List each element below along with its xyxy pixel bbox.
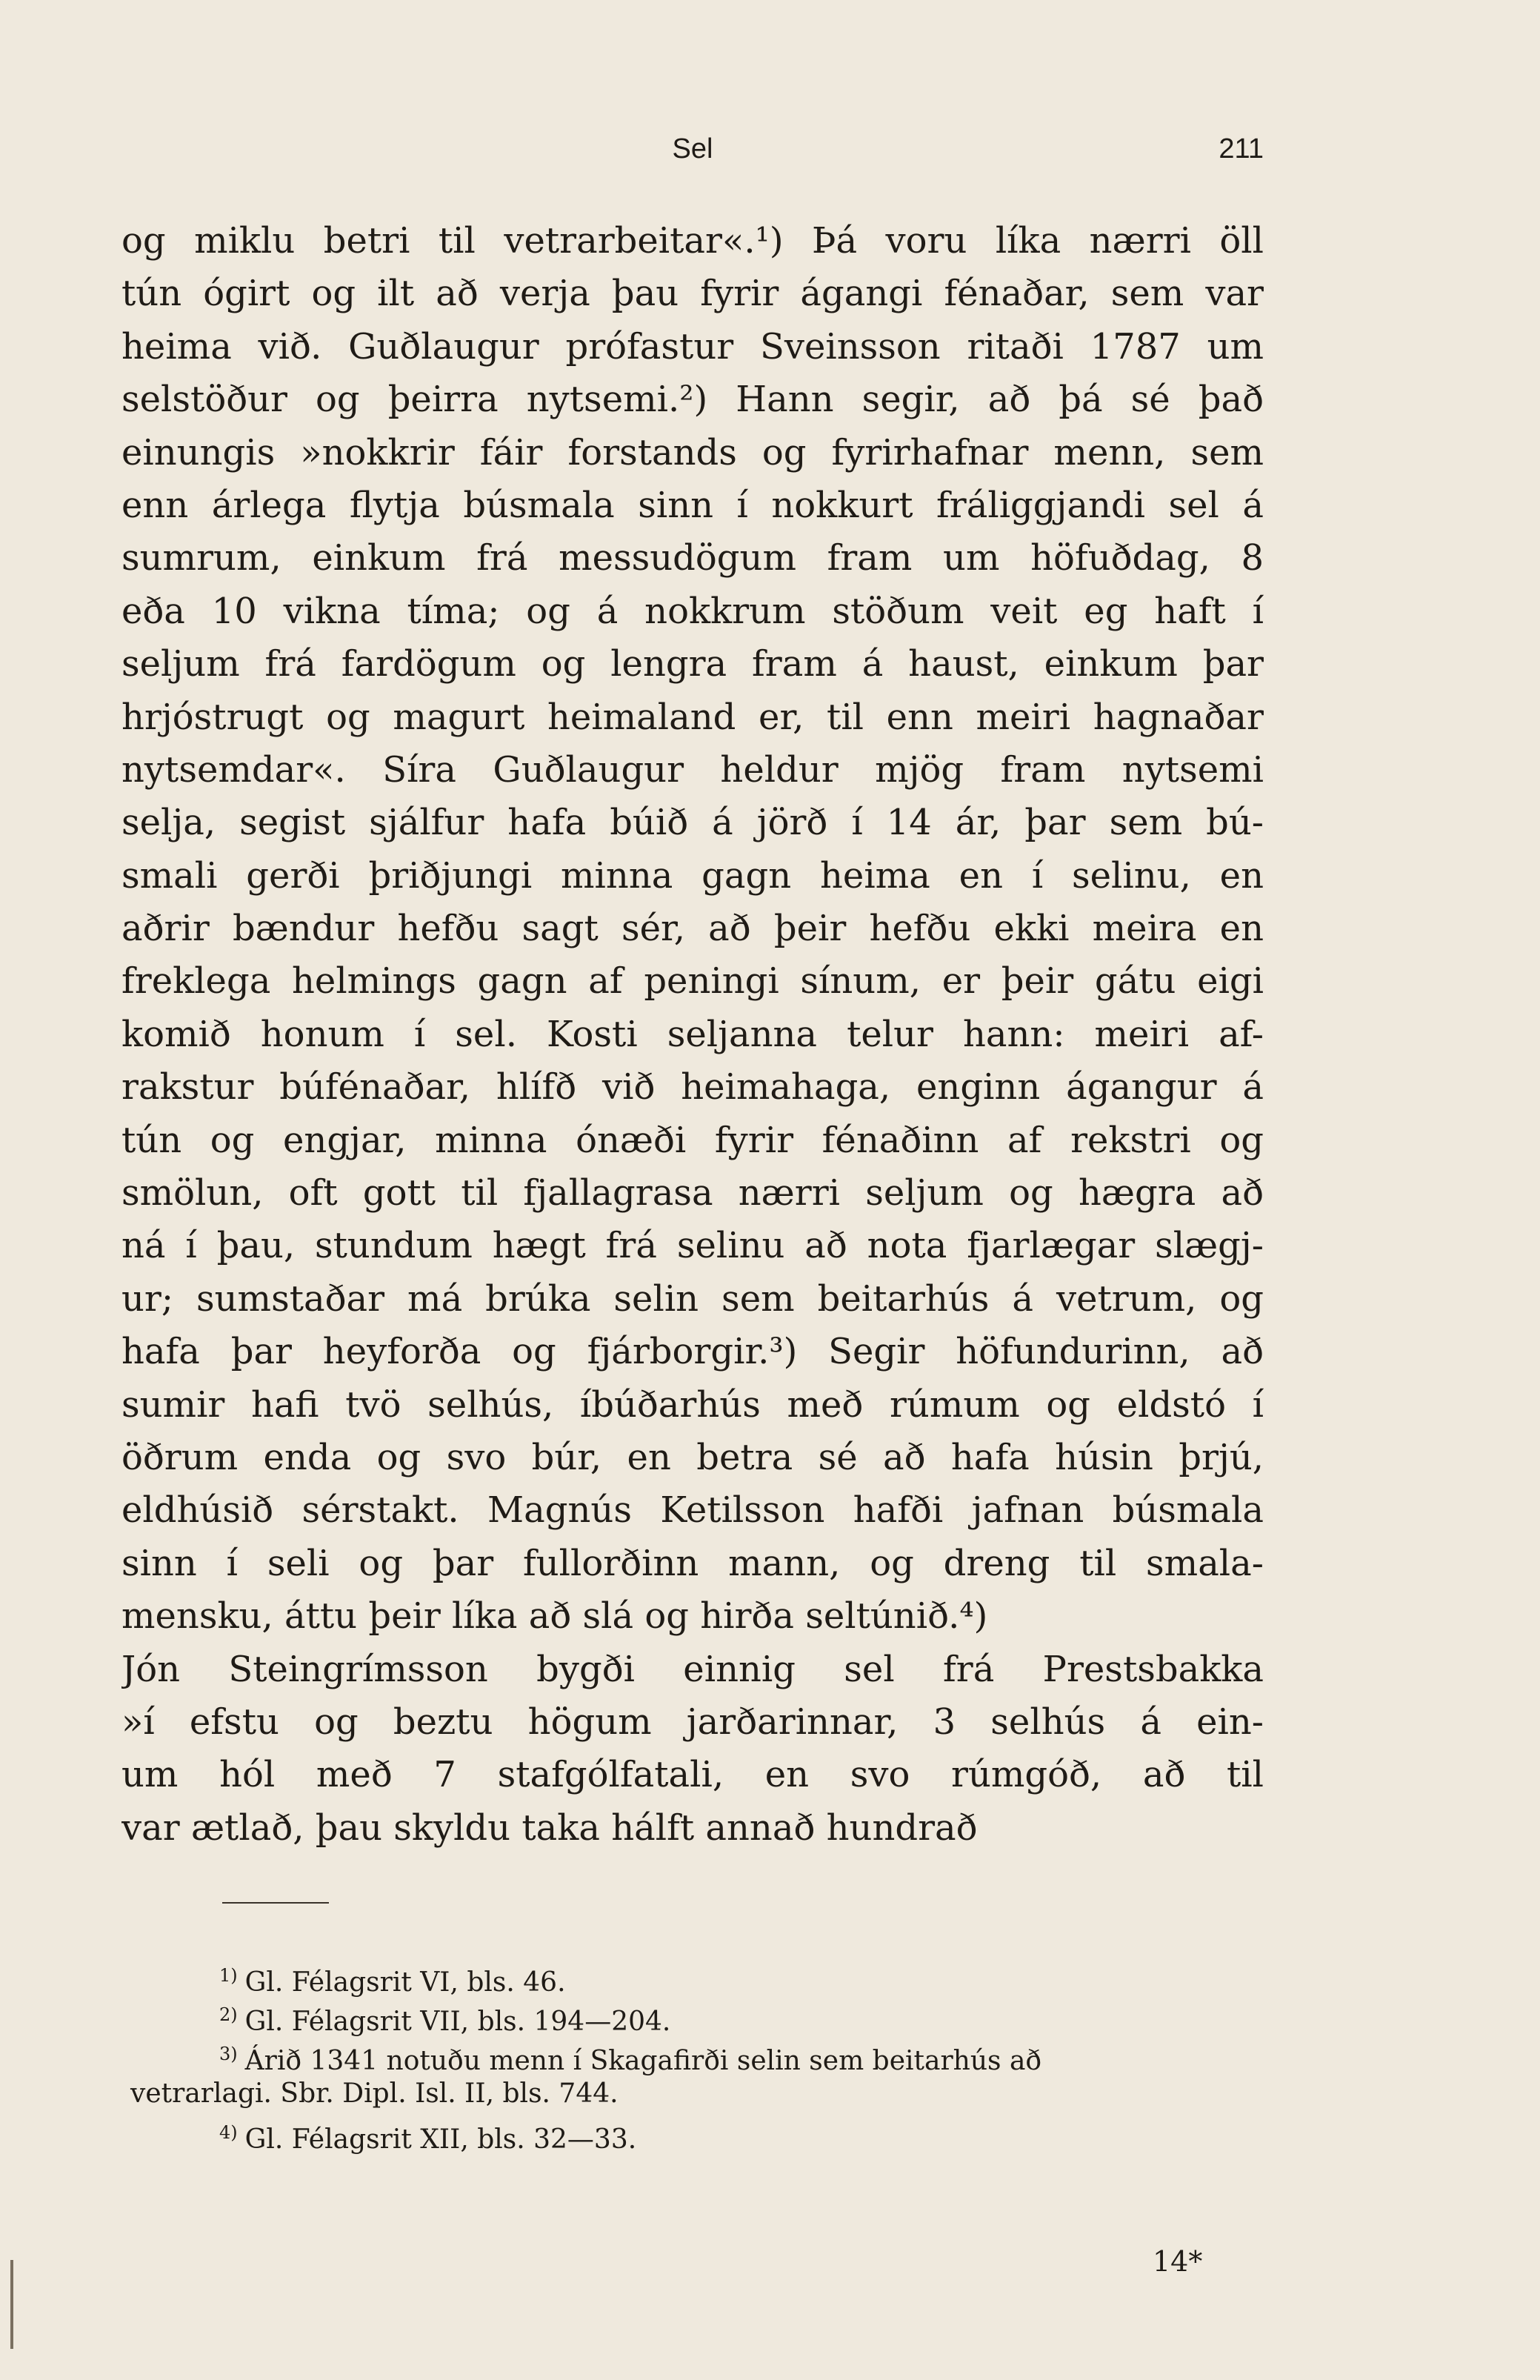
- footnote-text: Gl. Félagsrit VI, bls. 46.: [244, 1967, 566, 1998]
- footnote-text: Árið 1341 notuðu menn í Skagafirði selin sem beitarhús að: [244, 2046, 1042, 2076]
- text-line: sinn í seli og þar fullorðinn mann, og dreng til smala-: [121, 1542, 1264, 1584]
- text-line: smölun, oft gott til fjallagrasa nærri seljum og hægra að: [121, 1172, 1264, 1214]
- text-line: komið honum í sel. Kosti seljanna telur hann: meiri af-: [121, 1013, 1264, 1055]
- text-line: einungis »nokkrir fáir forstands og fyrirhafnar menn, sem: [121, 431, 1264, 473]
- text-line: um hól með 7 stafgólfatali, en svo rúmgóð, að til: [121, 1754, 1264, 1796]
- footnote: [130, 2074, 1271, 2113]
- footnote-mark: 2): [219, 2004, 238, 2025]
- text-line: smali gerði þriðjungi minna gagn heima en í selinu, en: [121, 854, 1264, 897]
- page-edge-mark: [10, 2260, 13, 2349]
- footnote-text: vetrarlagi. Sbr. Dipl. Isl. II, bls. 744.: [130, 2078, 619, 2109]
- text-line: eldhúsið sérstakt. Magnús Ketilsson hafði jafnan búsmala: [121, 1489, 1264, 1532]
- running-head: Sel: [672, 133, 713, 164]
- page-header: [121, 133, 1264, 178]
- footnote-mark: 3): [219, 2044, 238, 2064]
- text-line: Jón Steingrímsson bygði einnig sel frá Prestsbakka: [121, 1648, 1264, 1690]
- text-line: sumrum, einkum frá messudögum fram um höfuðdag, 8: [121, 537, 1264, 579]
- footnote: [130, 2035, 1271, 2074]
- footnotes: [130, 1956, 1271, 2153]
- text-line: öðrum enda og svo búr, en betra sé að hafa húsin þrjú,: [121, 1436, 1264, 1478]
- text-line: »í efstu og beztu högum jarðarinnar, 3 selhús á ein-: [121, 1701, 1264, 1743]
- footnote-text: Gl. Félagsrit XII, bls. 32—33.: [244, 2124, 637, 2155]
- footnote-text: Gl. Félagsrit VII, bls. 194—204.: [244, 2007, 671, 2037]
- text-line: hrjóstrugt og magurt heimaland er, til enn meiri hagnaðar: [121, 696, 1264, 738]
- text-line: og miklu betri til vetrarbeitar«.¹) Þá voru líka nærri öll: [121, 220, 1264, 262]
- text-line: ná í þau, stundum hægt frá selinu að nota fjarlægar slægj-: [121, 1225, 1264, 1267]
- signature-mark: 14*: [1153, 2245, 1203, 2278]
- footnote-mark: 4): [219, 2122, 238, 2143]
- text-line: var ætlað, þau skyldu taka hálft annað hundrað: [121, 1806, 978, 1849]
- text-line: heima við. Guðlaugur prófastur Sveinsson ritaði 1787 um: [121, 325, 1264, 368]
- text-line: aðrir bændur hefðu sagt sér, að þeir hefðu ekki meira en: [121, 908, 1264, 950]
- page-number: 211: [1219, 133, 1264, 164]
- footnote-mark: 1): [219, 1965, 238, 1986]
- text-line: seljum frá fardögum og lengra fram á haust, einkum þar: [121, 643, 1264, 685]
- text-line: ur; sumstaðar má brúka selin sem beitarhús á vetrum, og: [121, 1277, 1264, 1320]
- text-line: freklega helmings gagn af peningi sínum, er þeir gátu eigi: [121, 960, 1264, 1003]
- text-line: tún ógirt og ilt að verja þau fyrir ágangi fénaðar, sem var: [121, 273, 1264, 315]
- text-line: tún og engjar, minna ónæði fyrir fénaðinn af rekstri og: [121, 1119, 1264, 1161]
- body-text: [121, 215, 1264, 1855]
- footnote-rule: [222, 1902, 329, 1904]
- text-line: enn árlega flytja búsmala sinn í nokkurt fráliggjandi sel á: [121, 484, 1264, 526]
- text-line: mensku, áttu þeir líka að slá og hirða seltúnið.⁴): [121, 1595, 988, 1638]
- text-line: eða 10 vikna tíma; og á nokkrum stöðum veit eg haft í: [121, 590, 1264, 632]
- footnote: [130, 2113, 1271, 2153]
- text-line: hafa þar heyforða og fjárborgir.³) Segir höfundurinn, að: [121, 1331, 1264, 1373]
- footnote: [130, 1995, 1271, 2035]
- footnote: [130, 1956, 1271, 1998]
- text-line: sumir hafi tvö selhús, íbúðarhús með rúmum og eldstó í: [121, 1383, 1264, 1426]
- text-line: selja, segist sjálfur hafa búið á jörð í 14 ár, þar sem bú-: [121, 802, 1264, 844]
- text-line: selstöður og þeirra nytsemi.²) Hann segir, að þá sé það: [121, 379, 1264, 421]
- text-line: rakstur búfénaðar, hlífð við heimahaga, enginn ágangur á: [121, 1066, 1264, 1108]
- text-line: nytsemdar«. Síra Guðlaugur heldur mjög fram nytsemi: [121, 748, 1264, 791]
